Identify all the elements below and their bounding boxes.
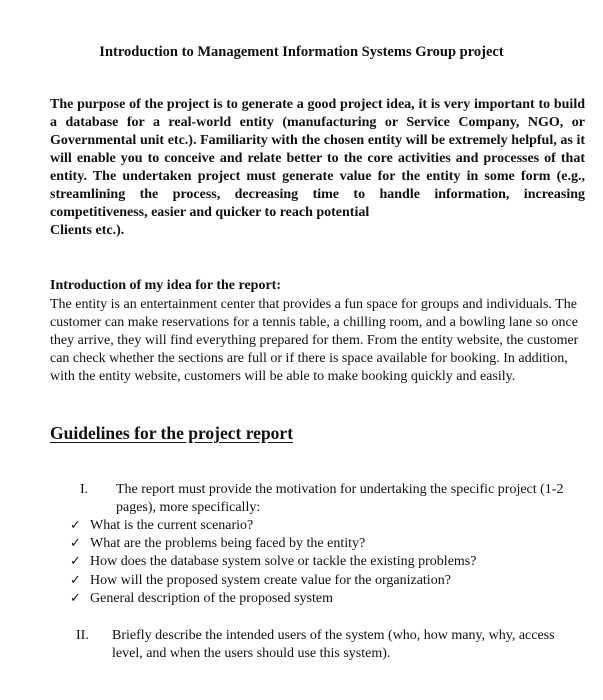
check-mark-icon: ✓ [70, 572, 81, 588]
idea-paragraph: The entity is an entertainment center that provides a fun space for groups and individuals. The customer can make reservations for a tennis table, a chilling room, and a bowling lane so once they arrive, they will find everything prepared for them. From the entity website, the customer can check whether the sections are full or if there is space available for booking. In addition, with the entity website, customers will be able to make booking quickly and easily. [50, 297, 579, 384]
document-title: Introduction to Management Information Systems Group project [99, 44, 504, 60]
guideline-item-2 [76, 627, 576, 663]
checklist-item-text: General description of the proposed system [90, 590, 333, 606]
checklist-item-text: What are the problems being faced by the entity? [90, 536, 366, 552]
checklist-item [70, 517, 476, 535]
idea-heading: Introduction of my idea for the report: [50, 278, 281, 293]
guideline-numeral: I. [80, 482, 89, 497]
purpose-paragraph [50, 96, 585, 240]
purpose-text: The purpose of the project is to generate a good project idea, it is very important to build a database for a real-world entity (manufacturing or Service Company, NGO, or Governmental unit etc.). Familiarity with the chosen entity will be extremely helpful, as it will enable you to conceive and relate better to the core activities and processes of that entity. The undertaken project must generate value for the entity in some form (e.g., streamlining the process, decreasing time to handle information, increasing competitiveness, easier and quicker to reach potential [50, 97, 585, 220]
checklist-item [70, 572, 476, 590]
checklist-item-text: How does the database system solve or tackle the existing problems? [90, 554, 477, 570]
check-mark-icon: ✓ [70, 554, 81, 570]
check-mark-icon: ✓ [70, 518, 81, 533]
guideline-numeral: II. [76, 628, 89, 643]
checklist-item [70, 535, 476, 553]
check-mark-icon: ✓ [70, 536, 81, 552]
guideline-text: The report must provide the motivation for undertaking the specific project (1-2 pages), more specifically: [116, 482, 564, 515]
check-mark-icon: ✓ [70, 590, 81, 606]
guideline-item-1 [80, 481, 580, 517]
checklist-item-text: What is the current scenario? [90, 518, 254, 533]
guideline-text: Briefly describe the intended users of the system (who, how many, why, access level, and when the users should use this system). [112, 628, 555, 661]
guidelines-heading: Guidelines for the project report [50, 423, 294, 443]
checklist-item [70, 553, 476, 571]
checklist-item-text: How will the proposed system create value for the organization? [90, 572, 451, 588]
purpose-tail: Clients etc.). [50, 223, 125, 238]
checklist-item [70, 590, 476, 608]
checklist [70, 517, 476, 608]
